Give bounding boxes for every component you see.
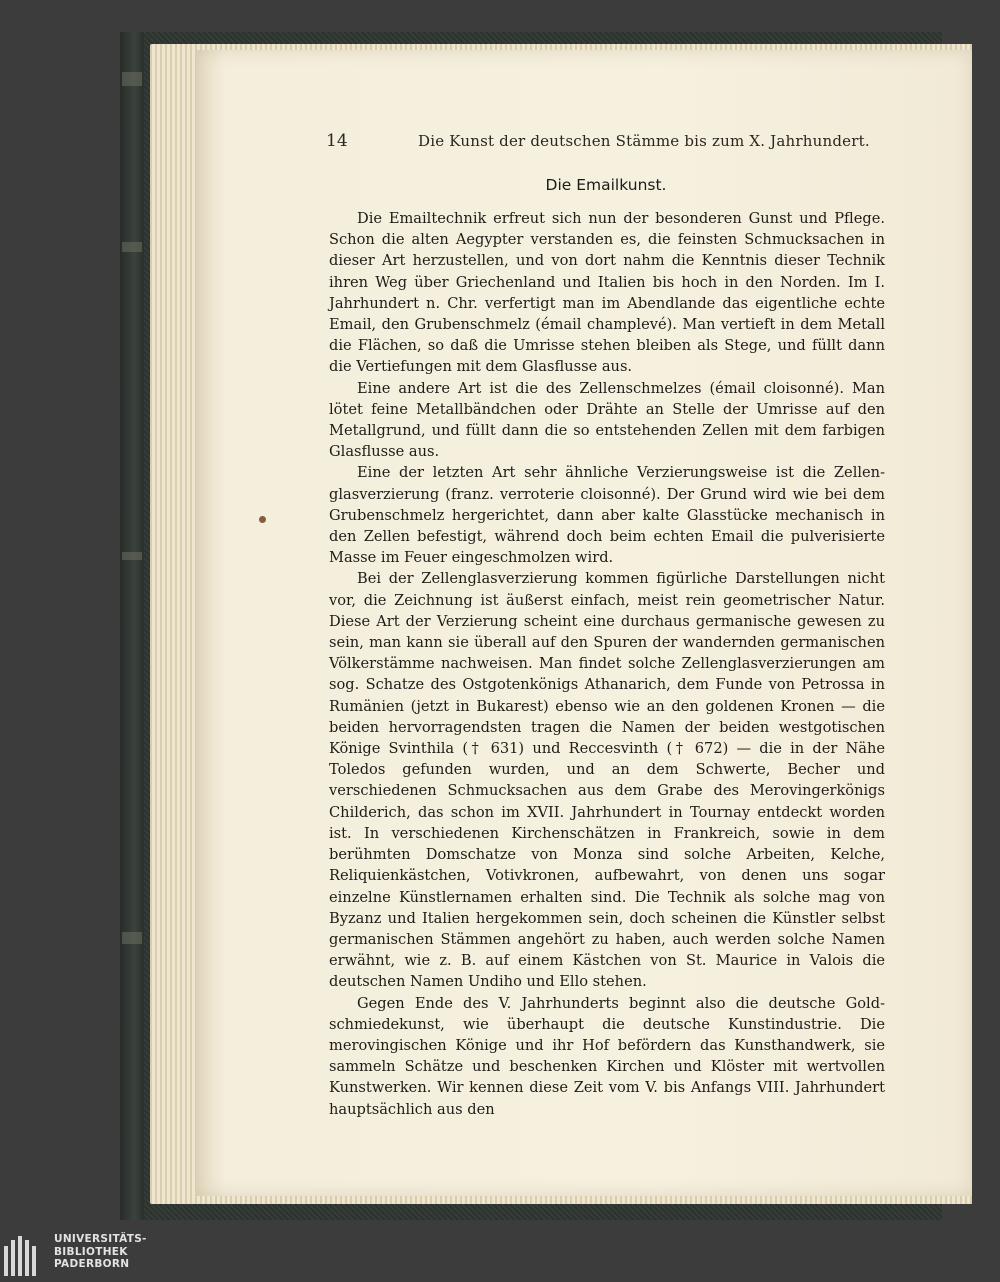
logo-line: UNIVERSITÄTS- — [54, 1233, 147, 1245]
body-text — [329, 208, 885, 1120]
page-number: 14 — [326, 131, 348, 151]
logo-line: BIBLIOTHEK — [54, 1245, 128, 1258]
paragraph: Gegen Ende des V. Jahrhunderts beginnt also die deutsche Goldschmiedekunst, wie überhaupt die deutsche Kunstindustrie. Die merovingischen Könige und ihr Hof befördern das Kunsthandwerk, sie sammeln Schätze und beschenken Kirchen und Klöster mit wertvollen Kunstwerken. Wir kennen diese Zeit vom V. bis Anfangs VIII. Jahrhundert hauptsächlich aus den — [329, 994, 885, 1118]
logo-text — [54, 1233, 147, 1271]
cover-wear-mark — [122, 242, 142, 252]
cover-wear-mark — [122, 72, 142, 86]
paragraph: Die Emailtechnik erfreut sich nun der besonderen Gunst und Pflege. Schon die alten Aegypter verstanden es, die feinsten Schmucksachen in dieser Art herzustellen, und von dort nahm die Kenntnis dieser Technik ihren Weg über Griechenland und Italien bis hoch in den Norden. Im I. Jahrhundert n. Chr. verfertigt man im Abendlande das eigentliche echte Email, den Grubenschmelz (émail champlevé). Man vertieft in dem Metall die Flächen, so daß die Umrisse stehen bleiben als Stege, und füllt dann die Vertiefungen mit dem Glasflusse aus. — [329, 210, 885, 376]
book-spine-edge — [120, 32, 144, 1220]
logo-line: PADERBORN — [54, 1258, 130, 1270]
cover-wear-mark — [122, 552, 142, 560]
library-logo — [0, 1226, 160, 1282]
paragraph: Eine andere Art ist die des Zellenschmelzes (émail cloisonné). Man lötet feine Metallbändchen oder Drähte an Stelle der Umrisse auf den Metallgrund, und füllt dann die so entstehenden Zellen mit dem farbigen Glasflusse aus. — [329, 379, 885, 461]
logo-bars-icon — [4, 1236, 44, 1276]
paragraph: Bei der Zellenglasverzierung kommen figürliche Darstellungen nicht vor, die Zeichnung ist äußerst einfach, meist rein geometrischer Natur. Diese Art der Verzierung scheint eine durchaus germanische gewesen zu sein, man kann sie überall auf den Spuren der wandernden germanischen Völkerstämme nachweisen. Man findet solche Zellenglasverzierungen am sog. Schatze des Ostgotenkönigs Athanarich, dem Funde von Petrossa in Rumänien (jetzt in Bukarest) ebenso wie an den goldenen Kronen — die beiden hervorragendsten tragen die Namen der beiden westgotischen Könige Svinthila († 631) und Reccesvinth († 672) — die in der Nähe Toledos gefunden wurden, und an dem Schwerte, Becher und verschiedenen Schmucksachen aus dem Grabe des Merovingerkönigs Childerich, das schon im XVII. Jahrhundert in Tournay entdeckt worden ist. In verschiedenen Kirchenschätzen in Frankreich, sowie in dem berühmten Domschatze von Monza sind solche Arbeiten, Kelche, Reliquienkästchen, Votivkronen, aufbewahrt, von denen uns sogar einzelne Künstlernamen erhalten sind. Die Technik als solche mag von Byzanz und Italien hergekommen sein, doch scheinen die Künstler selbst germanischen Stämmen angehört zu haben, auch werden solche Namen erwähnt, wie z. B. auf einem Kästchen von St. Maurice in Valois die deutschen Namen Undiho und Ello stehen. — [329, 570, 885, 991]
paragraph: Eine der letzten Art sehr ähnliche Verzierungsweise ist die Zellenglasverzierung (franz. verroterie cloisonné). Der Grund wird wie bei dem Grubenschmelz hergerichtet, dann aber kalte Glasstücke mechanisch in den Zellen befestigt, während doch beim echten Email die pulverisierte Masse im Feuer eingeschmolzen wird. — [329, 464, 885, 567]
section-heading: Die Emailkunst. — [545, 176, 667, 194]
margin-mark — [259, 516, 266, 523]
running-head — [326, 131, 886, 155]
cover-wear-mark — [122, 932, 142, 944]
running-title: Die Kunst der deutschen Stämme bis zum X. Jahrhundert. — [418, 132, 870, 150]
